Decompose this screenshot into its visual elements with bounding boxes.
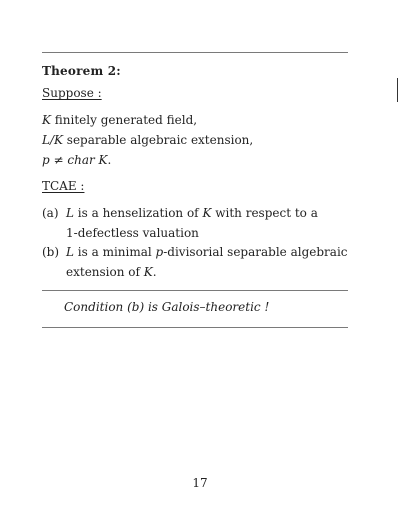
- item-b-extension-text: extension of: [66, 265, 144, 279]
- condition-lk-math: L/K: [42, 133, 63, 147]
- scan-edge-mark: [397, 78, 398, 102]
- item-a-text-one: is a henselization of: [73, 206, 203, 220]
- item-b-line2: [66, 265, 157, 279]
- bottom-rule: [42, 327, 348, 328]
- item-b-p-math: p: [155, 245, 164, 259]
- theorem-title: Theorem 2:: [42, 64, 121, 78]
- item-b-k-math: K: [143, 265, 153, 279]
- item-b-l-math: L: [66, 245, 74, 259]
- item-a-line2: 1-defectless valuation: [66, 226, 199, 240]
- galois-remark: Condition (b) is Galois–theoretic !: [64, 300, 270, 314]
- item-b-label: (b): [42, 245, 60, 259]
- item-a-k-math: K: [202, 206, 212, 220]
- condition-lk-line: [42, 133, 253, 147]
- condition-p-text: .: [107, 153, 112, 167]
- condition-lk-text: separable algebraic extension,: [62, 133, 254, 147]
- item-b-text-one: is a minimal: [73, 245, 156, 259]
- item-a-label: (a): [42, 206, 59, 220]
- item-b-line1: [66, 245, 348, 259]
- condition-k-line: [42, 113, 197, 127]
- tcae-label: TCAE :: [42, 179, 85, 193]
- condition-p-math: p ≠ char K: [42, 153, 108, 167]
- item-b-period: .: [152, 265, 157, 279]
- top-rule: [42, 52, 348, 53]
- suppose-label: Suppose :: [42, 86, 102, 100]
- middle-rule: [42, 290, 348, 291]
- item-a-line1: [66, 206, 318, 220]
- page-number: 17: [192, 476, 208, 490]
- condition-k-math: K: [42, 113, 51, 127]
- item-b-text-two: -divisorial separable algebraic: [163, 245, 348, 259]
- item-a-text-two: with respect to a: [211, 206, 318, 220]
- item-a-l-math: L: [66, 206, 74, 220]
- condition-p-line: [42, 153, 111, 167]
- condition-k-text: finitely generated field,: [50, 113, 198, 127]
